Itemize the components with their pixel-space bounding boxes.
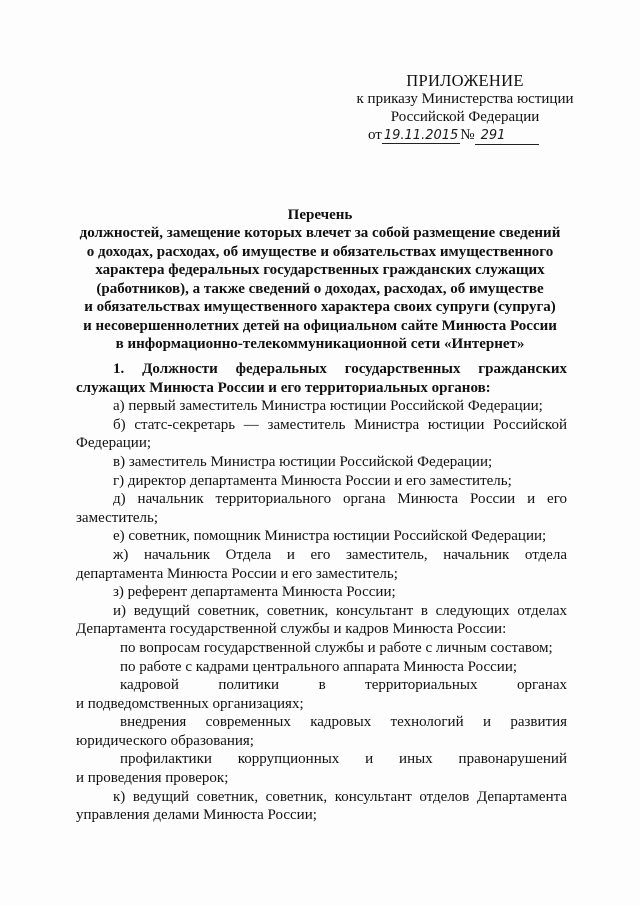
- handwritten-date: 19.11.2015: [383, 128, 459, 143]
- sub-list-item: по вопросам государственной службы и работе с личным составом;: [120, 639, 553, 656]
- sub-list-item: внедрения современных кадровых технологий и развития: [120, 714, 567, 731]
- sub-list-item: профилактики коррупционных и иных правонарушений: [120, 751, 567, 768]
- list-item-continuation: управления делами Минюста России;: [76, 807, 317, 824]
- sub-list-item: кадровой политики в территориальных органах: [120, 677, 567, 694]
- list-item-continuation: Департамента государственной службы и кадров Минюста России:: [76, 621, 507, 638]
- list-item: д) начальник территориального органа Минюста России и его: [113, 491, 567, 508]
- order-date-number: [368, 127, 539, 145]
- list-item: е) советник, помощник Министра юстиции Российской Федерации;: [113, 528, 547, 545]
- list-item-continuation: Федерации;: [76, 435, 152, 452]
- list-item: а) первый заместитель Министра юстиции Российской Федерации;: [113, 398, 543, 415]
- heading-title: Перечень: [287, 207, 353, 223]
- number-prefix: №: [460, 127, 475, 143]
- section-heading-line: 1. Должности федеральных государственных гражданских: [113, 361, 567, 377]
- heading-text: [70, 224, 570, 354]
- heading-line: и обязательствах имущественного характера своих супруги (супруга): [84, 299, 556, 315]
- heading-line: должностей, замещение которых влечет за собой размещение сведений: [79, 225, 561, 241]
- heading-line: (работников), а также сведений о доходах, расходах, об имуществе: [96, 280, 544, 297]
- section-heading-line: служащих Минюста России и его территориальных органов:: [76, 379, 491, 396]
- date-prefix: от: [368, 127, 382, 143]
- list-item: к) ведущий советник, советник, консультант отделов Департамента: [113, 788, 567, 805]
- document-heading: [70, 206, 570, 225]
- list-item: ж) начальник Отдела и его заместитель, начальник отдела: [113, 546, 567, 563]
- sub-list-item-continuation: юридического образования;: [76, 732, 254, 749]
- handwritten-number: 291: [480, 128, 506, 143]
- sub-list-item-continuation: и подведомственных организациях;: [76, 695, 304, 712]
- list-item: в) заместитель Министра юстиции Российской Федерации;: [113, 453, 493, 470]
- heading-line: и несовершеннолетних детей на официальном сайте Минюста России: [83, 317, 557, 334]
- heading-line: о доходах, расходах, об имуществе и обязательствах имущественного: [86, 243, 554, 260]
- appendix-line-2: Российской Федерации: [390, 109, 540, 125]
- list-item-continuation: департамента Минюста России и его заместитель;: [76, 565, 398, 582]
- document-body: [76, 360, 567, 825]
- list-item: и) ведущий советник, советник, консультант в следующих отделах: [113, 602, 567, 619]
- appendix-line-1: к приказу Министерства юстиции: [356, 91, 574, 107]
- appendix-title: ПРИЛОЖЕНИЕ: [406, 71, 524, 90]
- list-item: з) референт департамента Минюста России;: [113, 584, 396, 601]
- list-item: г) директор департамента Минюста России и его заместитель;: [113, 472, 512, 489]
- heading-line: в информационно-телекоммуникационной сети «Интернет»: [115, 336, 525, 352]
- appendix-block: [330, 72, 600, 126]
- list-item: б) статс-секретарь — заместитель Министра юстиции Российской: [113, 416, 567, 433]
- heading-line: характера федеральных государственных гражданских служащих: [95, 262, 545, 278]
- sub-list-item-continuation: и проведения проверок;: [76, 770, 229, 787]
- list-item-continuation: заместитель;: [76, 509, 159, 526]
- sub-list-item: по работе с кадрами центрального аппарата Минюста России;: [120, 658, 518, 675]
